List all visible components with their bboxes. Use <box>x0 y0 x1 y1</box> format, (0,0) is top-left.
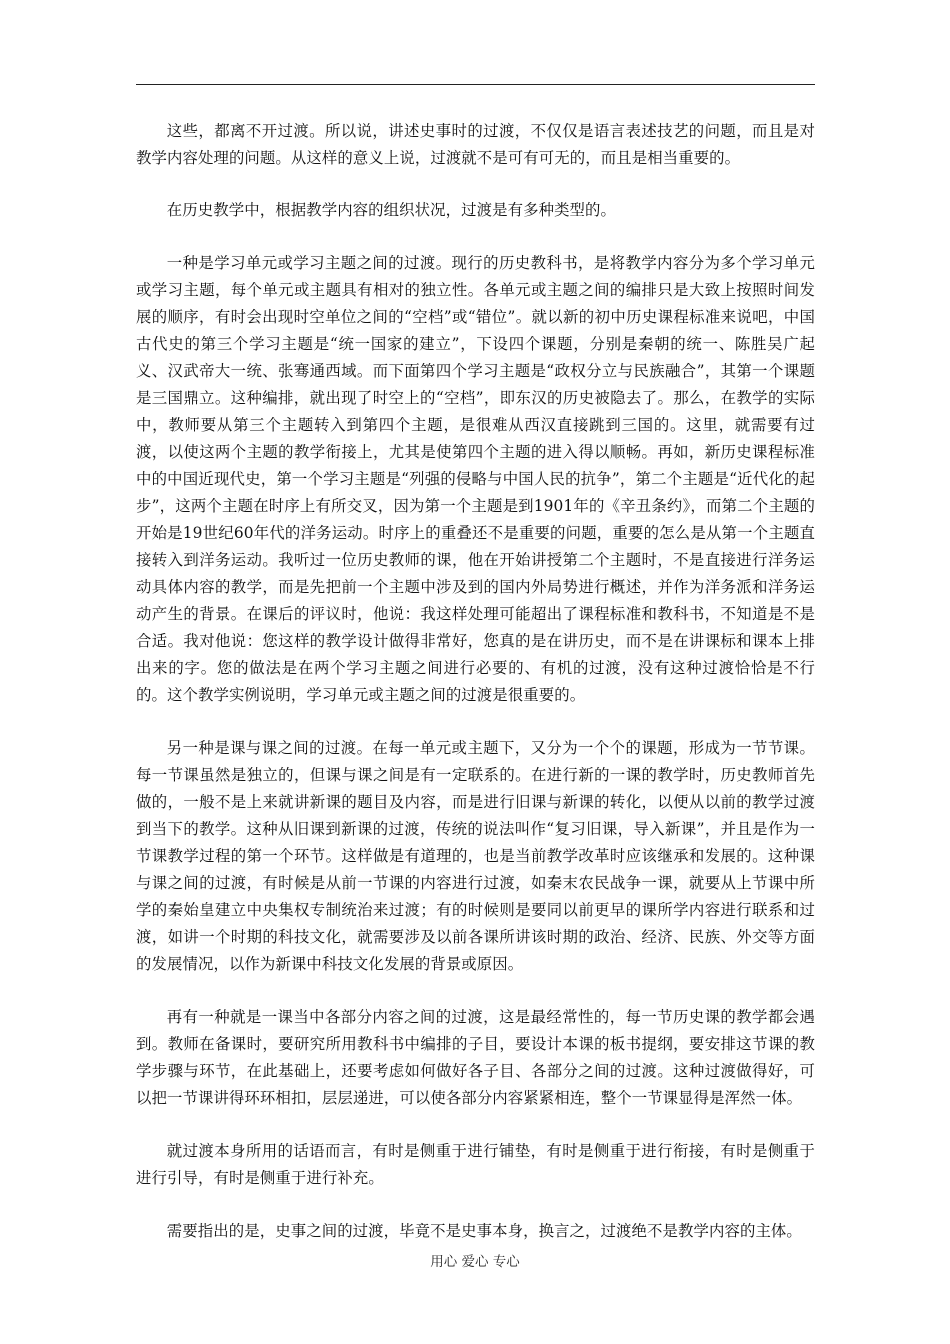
document-body <box>136 118 815 1271</box>
paragraph-6: 就过渡本身所用的话语而言，有时是侧重于进行铺垫，有时是侧重于进行衔接，有时是侧重于进行引导，有时是侧重于进行补充。 <box>136 1142 815 1187</box>
header-rule <box>136 84 815 85</box>
paragraph-2: 在历史教学中，根据教学内容的组织状况，过渡是有多种类型的。 <box>166 201 617 219</box>
paragraph-1: 这些，都离不开过渡。所以说，讲述史事时的过渡，不仅仅是语言表述技艺的问题，而且是对教学内容处理的问题。从这样的意义上说，过渡就不是可有可无的，而且是相当重要的。 <box>136 122 815 167</box>
paragraph-3: 一种是学习单元或学习主题之间的过渡。现行的历史教科书，是将教学内容分为多个学习单元或学习主题，每个单元或主题具有相对的独立性。各单元或主题之间的编排只是大致上按照时间发展的顺序，有时会出现时空单位之间的“空档”或“错位”。就以新的初中历史课程标准来说吧，中国古代史的第三个学习主题是“统一国家的建立”，下设四个课题，分别是秦朝的统一、陈胜吴广起义、汉武帝大一统、张骞通西域。而下面第四个学习主题是“政权分立与民族融合”，其第一个课题是三国鼎立。这种编排，就出现了时空上的“空档”，即东汉的历史被隐去了。那么，在教学的实际中，教师要从第三个主题转入到第四个主题，是很难从西汉直接跳到三国的。这里，就需要有过渡，以使这两个主题的教学衔接上，尤其是使第四个主题的进入得以顺畅。再如，新历史课程标准中的中国近现代史，第一个学习主题是“列强的侵略与中国人民的抗争”，第二个主题是“近代化的起步”，这两个主题在时序上有所交叉，因为第一个主题是到1901年的《辛丑条约》，而第二个主题的开始是19世纪60年代的洋务运动。时序上的重叠还不是重要的问题，重要的怎么是从第一个主题直接转入到洋务运动。我听过一位历史教师的课，他在开始讲授第二个主题时，不是直接进行洋务运动具体内容的教学，而是先把前一个主题中涉及到的国内外局势进行概述，并作为洋务派和洋务运动产生的背景。在课后的评议时，他说：我这样处理可能超出了课程标准和教科书，不知道是不是合适。我对他说：您这样的教学设计做得非常好，您真的是在讲历史，而不是在讲课标和课本上排出来的字。您的做法是在两个学习主题之间进行必要的、有机的过渡，没有这种过渡恰恰是不行的。这个教学实例说明，学习单元或主题之间的过渡是很重要的。 <box>136 254 815 704</box>
page-footer: 用心 爱心 专心 <box>430 1254 520 1270</box>
paragraph-4: 另一种是课与课之间的过渡。在每一单元或主题下，又分为一个个的课题，形成为一节节课。每一节课虽然是独立的，但课与课之间是有一定联系的。在进行新的一课的教学时，历史教师首先做的，一般不是上来就讲新课的题目及内容，而是进行旧课与新课的转化，以便从以前的教学过渡到当下的教学。这种从旧课到新课的过渡，传统的说法叫作“复习旧课，导入新课”，并且是作为一节课教学过程的第一个环节。这样做是有道理的，也是当前教学改革时应该继承和发展的。这种课与课之间的过渡，有时候是从前一节课的内容进行过渡，如秦末农民战争一课，就要从上节课中所学的秦始皇建立中央集权专制统治来过渡；有的时候则是要同以前更早的课所学内容进行联系和过渡，如讲一个时期的科技文化，就需要涉及以前各课所讲该时期的政治、经济、民族、外交等方面的发展情况，以作为新课中科技文化发展的背景或原因。 <box>136 739 815 973</box>
paragraph-5: 再有一种就是一课当中各部分内容之间的过渡，这是最经常性的，每一节历史课的教学都会遇到。教师在备课时，要研究所用教科书中编排的子目，要设计本课的板书提纲，要安排这节课的教学步骤与环节，在此基础上，还要考虑如何做好各子目、各部分之间的过渡。这种过渡做得好，可以把一节课讲得环环相扣，层层递进，可以使各部分内容紧紧相连，整个一节课显得是浑然一体。 <box>136 1008 815 1107</box>
paragraph-7: 需要指出的是，史事之间的过渡，毕竟不是史事本身，换言之，过渡绝不是教学内容的主体。 <box>166 1222 802 1240</box>
